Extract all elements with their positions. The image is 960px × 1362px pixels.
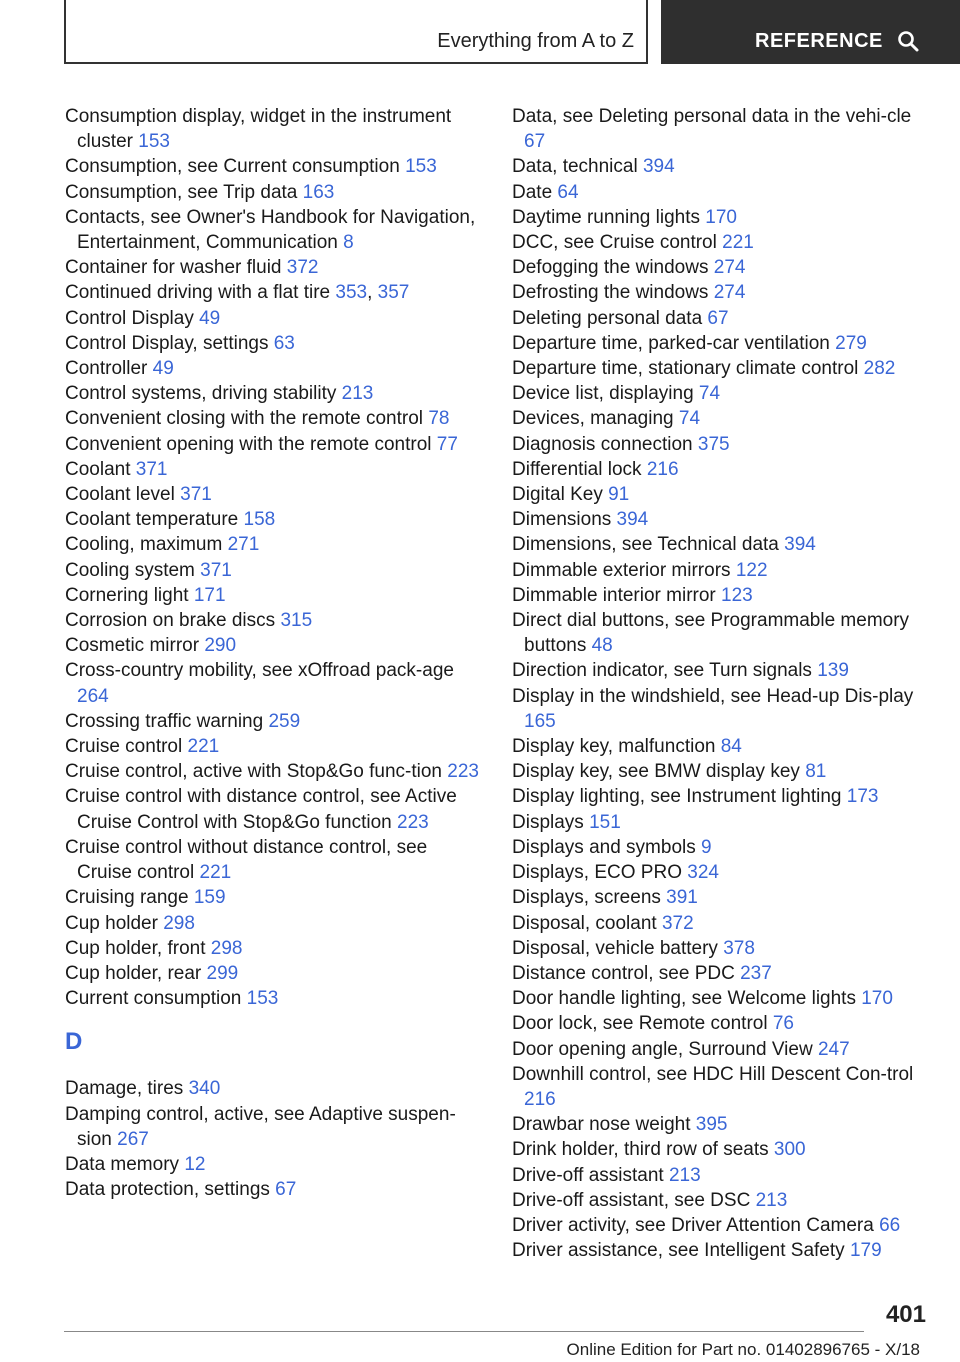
page-link[interactable]: 395 [695, 1114, 728, 1136]
page-link[interactable]: 49 [152, 358, 174, 380]
index-entry-text: Drive-off assistant [512, 1164, 664, 1186]
page-link[interactable]: 371 [135, 458, 168, 480]
page-link[interactable]: 378 [723, 937, 755, 959]
index-entry-text: Control Display, settings [65, 332, 269, 354]
index-entry [65, 306, 485, 331]
index-entry [65, 608, 485, 633]
index-entry [65, 911, 485, 936]
index-entry-text: Defogging the windows [512, 257, 709, 279]
index-entry [512, 507, 932, 532]
index-entry [512, 532, 932, 557]
index-entry-text: Cooling system [65, 559, 195, 581]
index-entry-text: Driver activity, see Driver Attention Camera [512, 1214, 874, 1236]
index-entry [65, 482, 485, 507]
index-entry-text: Data, see Deleting personal data in the vehi-cle [512, 106, 912, 127]
page-link[interactable]: 158 [243, 509, 276, 531]
page-link[interactable]: 48 [591, 635, 613, 657]
page-link[interactable]: 153 [405, 156, 437, 178]
index-entry-text: Drawbar nose weight [512, 1114, 691, 1136]
page-link[interactable]: 221 [722, 232, 754, 254]
page-link[interactable]: 123 [721, 584, 753, 606]
index-entry [512, 1213, 932, 1238]
index-entry [65, 734, 485, 759]
page-link[interactable]: 372 [661, 912, 694, 934]
page-link[interactable]: 74 [698, 383, 721, 405]
index-entry-text: Cross-country mobility, see xOffroad pack-age [65, 660, 454, 682]
page-link[interactable]: 67 [524, 131, 546, 153]
index-entry-text: Cosmetic mirror [65, 635, 200, 657]
index-entry [512, 658, 932, 683]
index-entry [512, 558, 932, 583]
page-link[interactable]: 221 [187, 736, 220, 758]
reference-label: REFERENCE [755, 30, 883, 52]
index-entry-text: Cruise control [65, 736, 183, 758]
index-entry-text: Coolant [65, 458, 131, 480]
index-entry [512, 936, 932, 961]
index-entry-text: Dimmable interior mirror [512, 584, 716, 606]
page-link[interactable]: 282 [863, 358, 896, 380]
index-entry-text: Displays [512, 811, 584, 833]
index-entry: Continued driving with a flat tire 353, 357 [65, 282, 410, 304]
index-entry-text: Drink holder, third row of seats [512, 1139, 769, 1161]
index-entry [65, 986, 485, 1011]
index-entry-text: Daytime running lights [512, 206, 700, 228]
index-entry [65, 784, 485, 834]
index-entry-text: Cruising range [65, 887, 189, 909]
page-link[interactable]: 173 [846, 786, 879, 808]
index-entry-text: Consumption, see Current consumption [65, 156, 400, 178]
index-entry [65, 936, 485, 961]
page-link[interactable]: 8 [343, 232, 354, 254]
index-entry [512, 406, 932, 431]
index-entry-text: Driver assistance, see Intelligent Safety [512, 1240, 845, 1262]
index-entry [512, 1037, 932, 1062]
index-entry-text: Consumption, see Trip data [65, 181, 298, 203]
index-entry [65, 180, 485, 205]
index-entry [65, 532, 485, 557]
index-entry-text: Downhill control, see HDC Hill Descent Con-trol [512, 1063, 914, 1085]
index-entry [512, 784, 932, 809]
index-entry-text: Cup holder [65, 912, 158, 934]
index-entry [512, 432, 932, 457]
page-link[interactable]: 223 [397, 811, 429, 833]
index-entry-text: Disposal, coolant [512, 912, 657, 934]
page-link[interactable]: 371 [180, 484, 212, 506]
index-entry-text: Continued driving with a flat tire [65, 282, 331, 304]
index-entry-text: Data protection, settings [65, 1179, 270, 1201]
page-link[interactable]: 216 [524, 1088, 556, 1110]
index-entry [65, 1076, 485, 1101]
index-entry-text: Deleting personal data [512, 307, 703, 329]
index-entry [512, 911, 932, 936]
index-entry-text: Displays, ECO PRO [512, 862, 682, 884]
index-entry-text: Diagnosis connection [512, 433, 693, 455]
page-link[interactable]: 216 [646, 458, 679, 480]
index-entry-text: Contacts, see Owner's Handbook for Navigation, Entertainment, Communication [65, 206, 476, 254]
index-entry [512, 1062, 932, 1112]
page-link[interactable]: 153 [246, 988, 279, 1010]
index-entry [512, 381, 932, 406]
index-entry [65, 331, 485, 356]
page-number: 401 [885, 1301, 926, 1328]
index-entry-text: Controller [65, 358, 148, 380]
page-link[interactable]: 267 [117, 1128, 149, 1150]
index-entry-text: Cornering light [65, 584, 189, 606]
index-entry [512, 306, 932, 331]
page-link[interactable]: 9 [701, 836, 712, 858]
page-link[interactable]: 78 [428, 408, 450, 430]
index-entry [512, 1238, 932, 1263]
page-link[interactable]: 264 [77, 685, 109, 707]
index-column-left [65, 104, 485, 1202]
page-link[interactable]: 153 [138, 131, 170, 153]
index-entry [512, 457, 932, 482]
index-entry-text: Control Display [65, 307, 194, 329]
index-entry-text: Damage, tires [65, 1078, 184, 1100]
page-link[interactable]: 213 [341, 383, 374, 405]
search-icon[interactable] [896, 29, 920, 53]
index-entry [65, 633, 485, 658]
page-link[interactable]: 290 [204, 635, 237, 657]
index-entry [65, 709, 485, 734]
index-entry [512, 583, 932, 608]
page-link[interactable]: 340 [188, 1078, 221, 1100]
index-entry [65, 381, 485, 406]
index-entry-text: Date [512, 181, 553, 203]
index-entry-text: Data memory [65, 1153, 180, 1175]
header-section-box [64, 0, 648, 64]
index-column-right [512, 104, 932, 1263]
index-entry-text: Corrosion on brake discs [65, 610, 276, 632]
index-entry [65, 1102, 485, 1152]
header-section-title: Everything from A to Z [437, 30, 634, 52]
page-link[interactable]: 170 [705, 206, 737, 228]
index-entry-text: Departure time, stationary climate control [512, 358, 859, 380]
page-link[interactable]: 179 [849, 1240, 882, 1262]
index-entry [512, 1188, 932, 1213]
page-link[interactable]: 394 [616, 509, 649, 531]
index-entry-text: Direct dial buttons, see Programmable memory buttons [512, 610, 910, 657]
page-link[interactable]: 159 [193, 887, 226, 909]
index-entry [65, 885, 485, 910]
footer-divider [64, 1331, 864, 1332]
index-entry-text: Convenient opening with the remote control [65, 433, 432, 455]
index-entry [512, 810, 932, 835]
index-entry-text: Display key, see BMW display key [512, 761, 800, 783]
index-entry [65, 835, 485, 885]
page-link[interactable]: 299 [206, 962, 239, 984]
index-entry-text: Disposal, vehicle battery [512, 937, 718, 959]
index-entry [65, 432, 485, 457]
page-link[interactable]: 237 [740, 962, 772, 984]
page-link[interactable]: 274 [713, 282, 746, 304]
page-link[interactable]: 375 [697, 433, 730, 455]
index-entry [512, 885, 932, 910]
index-entry-text: Devices, managing [512, 408, 674, 430]
page-link[interactable]: 81 [805, 761, 827, 783]
index-entry [512, 205, 932, 230]
index-entry [65, 104, 485, 154]
index-entry [65, 205, 485, 255]
page-link[interactable]: 77 [436, 433, 458, 455]
index-entry-text: Container for washer fluid [65, 257, 282, 279]
page-link[interactable]: 76 [772, 1013, 794, 1035]
page-link[interactable]: 298 [210, 937, 243, 959]
page-link[interactable]: 67 [707, 307, 729, 329]
index-entry-text: Damping control, active, see Adaptive suspen-sion [65, 1103, 456, 1150]
page-link[interactable]: 271 [227, 534, 260, 556]
index-entry-text: Coolant temperature [65, 509, 239, 531]
page-link[interactable]: 394 [784, 534, 816, 556]
index-entry-text: Cooling, maximum [65, 534, 223, 556]
page-link[interactable]: 259 [268, 710, 301, 732]
index-entry [512, 986, 932, 1011]
index-entry [65, 759, 485, 784]
index-entry-text: Displays, screens [512, 887, 661, 909]
page-link[interactable]: 171 [193, 584, 226, 606]
index-entry-text: Cup holder, front [65, 937, 206, 959]
index-entry [512, 759, 932, 784]
index-entry [512, 180, 932, 205]
page-link[interactable]: 300 [773, 1139, 806, 1161]
index-entry [65, 558, 485, 583]
index-entry [512, 961, 932, 986]
page-link[interactable]: 357 [377, 282, 410, 304]
index-entry-text: Display in the windshield, see Head-up Dis-play [512, 685, 914, 707]
index-entry-text: Data, technical [512, 156, 638, 178]
index-entry-text: Cruise control with distance control, see Active Cruise Control with Stop&Go function [65, 786, 457, 833]
index-entry-text: Cup holder, rear [65, 962, 202, 984]
index-entry-text: Direction indicator, see Turn signals [512, 660, 812, 682]
index-entry [512, 684, 932, 734]
page-link[interactable]: 67 [275, 1179, 297, 1201]
page-link[interactable]: 122 [735, 559, 768, 581]
page-link[interactable]: 372 [286, 257, 319, 279]
index-entry [65, 255, 485, 280]
index-entry [512, 734, 932, 759]
index-entry-text: Consumption display, widget in the instrument cluster [65, 106, 452, 153]
header-reference-tab[interactable] [661, 0, 960, 64]
index-entry [65, 154, 485, 179]
page-link[interactable]: 298 [163, 912, 195, 934]
index-entry [65, 356, 485, 381]
page-link[interactable]: 66 [879, 1214, 901, 1236]
index-entry [512, 230, 932, 255]
index-entry-text: Digital Key [512, 484, 603, 506]
index-entry-text: Defrosting the windows [512, 282, 709, 304]
page-link[interactable]: 91 [608, 484, 630, 506]
index-entry [512, 482, 932, 507]
index-entry-text: Current consumption [65, 988, 242, 1010]
page-link[interactable]: 165 [524, 710, 556, 732]
index-letter-heading: D [65, 1028, 83, 1056]
index-entry-text: Coolant level [65, 484, 175, 506]
page-link[interactable]: 151 [589, 811, 621, 833]
index-entry [512, 331, 932, 356]
index-entry-text: Displays and symbols [512, 836, 696, 858]
page-link[interactable]: 315 [280, 610, 313, 632]
index-entry [65, 961, 485, 986]
index-entry-text: Distance control, see PDC [512, 962, 735, 984]
page-link[interactable]: 247 [817, 1038, 850, 1060]
page-link[interactable]: 84 [720, 736, 742, 758]
index-entry-text: Dimmable exterior mirrors [512, 559, 731, 581]
index-entry-text: Dimensions [512, 509, 612, 531]
page-link[interactable]: 221 [199, 862, 232, 884]
index-entry [512, 835, 932, 860]
page-link[interactable]: 353 [335, 282, 368, 304]
page-link[interactable]: 213 [668, 1164, 701, 1186]
footer-edition: Online Edition for Part no. 01402896765 - X/18 [566, 1340, 920, 1359]
page-link[interactable]: 279 [835, 332, 867, 354]
index-entry-text: Display lighting, see Instrument lighting [512, 786, 842, 808]
index-entry [512, 1011, 932, 1036]
index-entry [512, 255, 932, 280]
index-entry [65, 507, 485, 532]
page-link[interactable]: 49 [199, 307, 221, 329]
index-entry [65, 583, 485, 608]
index-entry [512, 1137, 932, 1162]
index-entry [512, 154, 932, 179]
index-entry [65, 406, 485, 431]
index-entry-text: Cruise control without distance control, see Cruise control [65, 836, 428, 884]
index-entry [512, 280, 932, 305]
page-link[interactable]: 391 [666, 887, 698, 909]
index-entry-text: Convenient closing with the remote control [65, 408, 424, 430]
page-link[interactable]: 213 [755, 1189, 788, 1211]
page-link[interactable]: 139 [817, 660, 849, 682]
page-link[interactable]: 371 [200, 559, 232, 581]
index-entry-text: Departure time, parked-car ventilation [512, 332, 830, 354]
page-link[interactable]: 223 [447, 761, 479, 783]
index-entry [65, 457, 485, 482]
index-entry [512, 104, 932, 154]
index-entry-text: Door opening angle, Surround View [512, 1038, 813, 1060]
page-link[interactable]: 12 [184, 1153, 206, 1175]
index-entry-text: Dimensions, see Technical data [512, 534, 779, 556]
index-entry [512, 1163, 932, 1188]
index-entry [512, 608, 932, 658]
index-entry [65, 1177, 485, 1202]
index-entry [512, 1112, 932, 1137]
index-entry-text: Drive-off assistant, see DSC [512, 1189, 751, 1211]
index-entry [65, 658, 485, 708]
page-link[interactable]: 170 [861, 988, 893, 1010]
page-link[interactable]: 64 [557, 181, 579, 203]
index-entry-text: Differential lock [512, 458, 642, 480]
page-link[interactable]: 324 [687, 862, 719, 884]
page-link[interactable]: 394 [642, 156, 675, 178]
page-link[interactable]: 274 [713, 257, 746, 279]
index-entry-text: Display key, malfunction [512, 736, 716, 758]
index-entry-text: Control systems, driving stability [65, 383, 337, 405]
index-entry [65, 1152, 485, 1177]
index-entry-text: DCC, see Cruise control [512, 232, 717, 254]
page-link[interactable]: 163 [302, 181, 335, 203]
index-entry [512, 860, 932, 885]
index-entry-text: Device list, displaying [512, 383, 694, 405]
index-entry-text: Door lock, see Remote control [512, 1013, 768, 1035]
index-entry [512, 356, 932, 381]
index-entry-text: Crossing traffic warning [65, 710, 264, 732]
page-link[interactable]: 74 [678, 408, 701, 430]
page-link[interactable]: 63 [273, 332, 295, 354]
index-entry-text: Cruise control, active with Stop&Go func-tion [65, 761, 443, 783]
index-entry-text: Door handle lighting, see Welcome lights [512, 988, 856, 1010]
